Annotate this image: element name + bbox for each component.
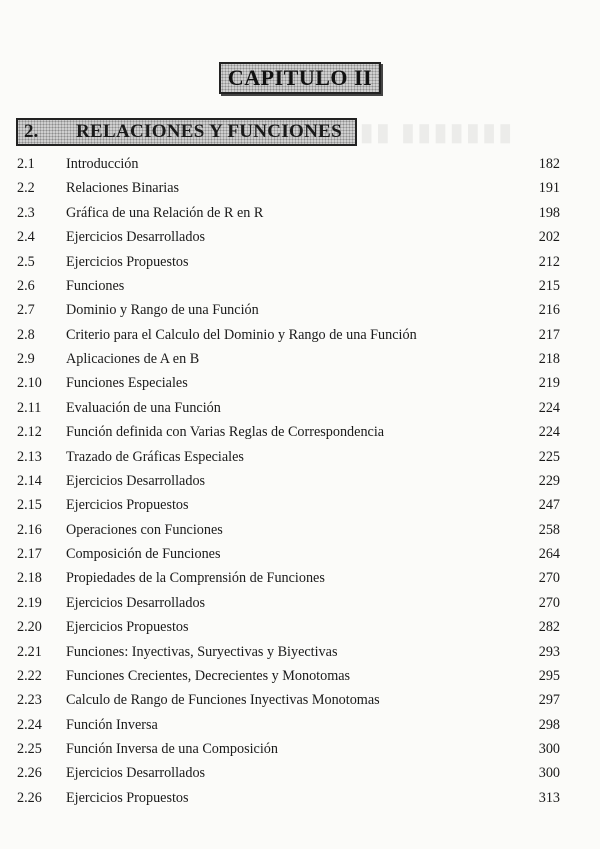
toc-entry [0, 761, 600, 785]
toc-entry-page: 198 [538, 204, 560, 221]
toc-entry-number: 2.4 [17, 229, 35, 246]
toc-entry-title: Función definida con Varias Reglas de Correspondencia [66, 424, 385, 441]
toc-entry-page: 215 [538, 277, 560, 294]
toc-entry-number: 2.24 [17, 716, 42, 733]
toc-entry-page: 224 [538, 399, 560, 416]
toc-entry-number: 2.6 [17, 277, 35, 294]
section-title: RELACIONES Y FUNCIONES [76, 121, 342, 142]
toc-entry-title: Ejercicios Desarrollados [66, 594, 206, 611]
chapter-heading [219, 62, 381, 94]
toc-entry-page: 313 [538, 789, 560, 806]
toc-entry [0, 371, 600, 395]
toc-entry-title: Criterio para el Calculo del Dominio y Rango de una Función [66, 326, 417, 343]
section-number: 2. [24, 121, 39, 142]
toc-entry-page: 270 [538, 594, 560, 611]
toc-entry-page: 202 [538, 229, 560, 246]
toc-entry-number: 2.16 [17, 521, 42, 538]
toc-entry-title: Composición de Funciones [66, 546, 221, 562]
toc-entry [0, 347, 600, 371]
toc-entry-number: 2.13 [17, 448, 42, 465]
toc-entry-title: Trazado de Gráficas Especiales [66, 448, 244, 465]
table-of-contents [0, 152, 600, 810]
toc-entry-number: 2.2 [17, 180, 35, 197]
toc-entry-title: Ejercicios Desarrollados [66, 472, 206, 489]
toc-entry [0, 688, 600, 712]
toc-entry-title: Gráfica de una Relación de R en R [66, 204, 264, 221]
toc-entry-title: Ejercicios Propuestos [66, 619, 189, 636]
toc-entry [0, 323, 600, 347]
toc-entry-number: 2.19 [17, 594, 42, 611]
toc-entry-number: 2.21 [17, 643, 42, 660]
toc-entry-page: 293 [538, 643, 560, 660]
toc-entry-page: 218 [538, 351, 560, 367]
toc-entry-page: 225 [538, 448, 560, 465]
toc-entry-number: 2.8 [17, 326, 35, 343]
toc-entry-title: Ejercicios Desarrollados [66, 765, 206, 782]
toc-entry-title: Funciones: Inyectivas, Suryectivas y Biyectivas [66, 643, 338, 660]
toc-entry [0, 469, 600, 493]
toc-entry [0, 542, 600, 566]
toc-entry [0, 201, 600, 225]
toc-entry-title: Introducción [66, 156, 139, 172]
toc-entry-page: 217 [538, 326, 560, 343]
toc-entry [0, 420, 600, 444]
toc-entry-number: 2.9 [17, 351, 35, 367]
toc-entry-title: Ejercicios Propuestos [66, 253, 189, 270]
toc-entry-title: Calculo de Rango de Funciones Inyectivas Monotomas [66, 692, 380, 709]
toc-entry [0, 664, 600, 688]
toc-entry-number: 2.22 [17, 667, 42, 684]
toc-entry-title: Propiedades de la Comprensión de Funciones [66, 570, 325, 587]
toc-entry-page: 247 [538, 497, 560, 514]
chapter-title: CAPITULO II [227, 65, 373, 90]
toc-entry-page: 224 [538, 424, 560, 441]
toc-entry [0, 518, 600, 542]
toc-entry-title: Función Inversa [66, 716, 158, 733]
toc-entry-title: Relaciones Binarias [66, 180, 180, 197]
toc-entry-title: Operaciones con Funciones [66, 521, 223, 538]
toc-entry-number: 2.17 [17, 546, 42, 562]
toc-entry [0, 591, 600, 615]
toc-entry [0, 250, 600, 274]
toc-entry-title: Dominio y Rango de una Función [66, 302, 259, 319]
toc-entry-number: 2.1 [17, 156, 35, 172]
toc-entry-number: 2.26 [17, 789, 42, 806]
toc-entry-page: 212 [538, 253, 560, 270]
toc-entry-number: 2.20 [17, 619, 42, 636]
toc-entry-page: 295 [538, 667, 560, 684]
toc-entry [0, 445, 600, 469]
toc-entry-title: Funciones Especiales [66, 375, 188, 392]
toc-entry-number: 2.11 [17, 399, 42, 416]
toc-entry-title: Ejercicios Propuestos [66, 789, 189, 806]
toc-entry-page: 298 [538, 716, 560, 733]
toc-entry-page: 182 [538, 156, 560, 172]
toc-entry-page: 264 [538, 546, 560, 562]
toc-entry-number: 2.5 [17, 253, 35, 270]
toc-entry-title: Funciones [66, 277, 125, 294]
toc-entry [0, 274, 600, 298]
toc-entry [0, 396, 600, 420]
toc-entry [0, 225, 600, 249]
toc-entry-page: 270 [538, 570, 560, 587]
show-through-text: ▮▮ ▮▮▮▮▮▮▮ [360, 120, 515, 146]
toc-entry [0, 615, 600, 639]
toc-entry-title: Ejercicios Desarrollados [66, 229, 206, 246]
toc-entry-page: 229 [538, 472, 560, 489]
section-heading [16, 118, 357, 146]
toc-entry [0, 786, 600, 810]
toc-entry-title: Funciones Crecientes, Decrecientes y Monotomas [66, 667, 351, 684]
toc-entry-title: Función Inversa de una Composición [66, 741, 278, 757]
toc-entry [0, 566, 600, 590]
toc-entry-number: 2.7 [17, 302, 35, 319]
toc-entry-page: 216 [538, 302, 560, 319]
toc-entry-number: 2.12 [17, 424, 42, 441]
toc-entry-title: Aplicaciones de A en B [66, 351, 200, 367]
toc-entry [0, 640, 600, 664]
toc-entry [0, 713, 600, 737]
toc-entry-page: 282 [538, 619, 560, 636]
toc-entry-page: 258 [538, 521, 560, 538]
toc-entry-number: 2.25 [17, 741, 42, 757]
toc-entry-page: 300 [538, 765, 560, 782]
toc-entry-number: 2.10 [17, 375, 42, 392]
toc-entry-page: 191 [538, 180, 560, 197]
toc-entry-page: 297 [538, 692, 560, 709]
toc-entry [0, 493, 600, 517]
toc-entry [0, 176, 600, 200]
toc-entry-page: 219 [538, 375, 560, 392]
toc-entry [0, 737, 600, 761]
toc-entry-number: 2.26 [17, 765, 42, 782]
toc-entry [0, 298, 600, 322]
toc-entry-number: 2.14 [17, 472, 42, 489]
toc-entry-title: Ejercicios Propuestos [66, 497, 189, 514]
toc-entry-number: 2.3 [17, 204, 35, 221]
toc-entry-page: 300 [538, 741, 560, 757]
toc-entry-number: 2.18 [17, 570, 42, 587]
toc-entry-number: 2.23 [17, 692, 42, 709]
toc-entry-title: Evaluación de una Función [66, 399, 221, 416]
toc-entry [0, 152, 600, 176]
toc-entry-number: 2.15 [17, 497, 42, 514]
